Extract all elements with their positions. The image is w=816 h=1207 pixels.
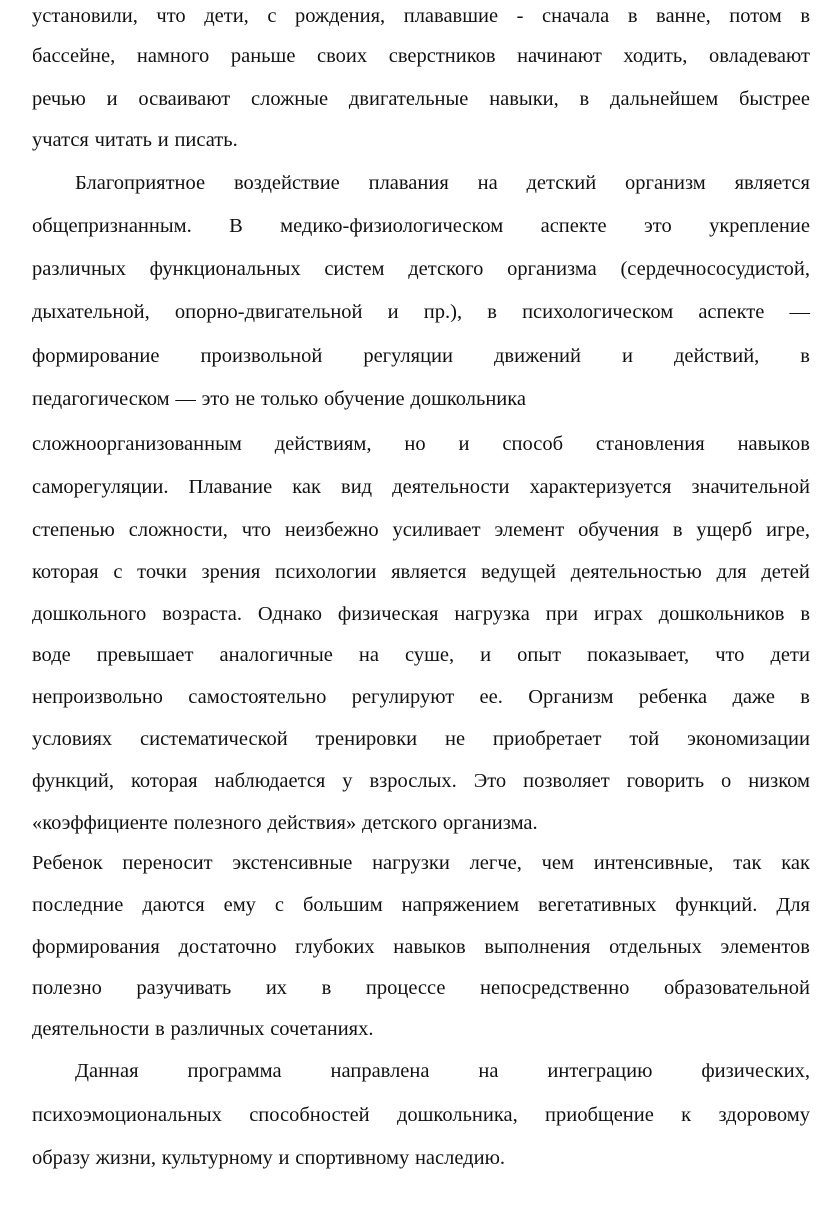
word: приобщение xyxy=(545,1104,654,1126)
word: дошкольника xyxy=(410,388,527,410)
text-line xyxy=(32,256,810,282)
text-line xyxy=(32,343,810,369)
word: нагрузка xyxy=(454,603,530,625)
word: ущерб xyxy=(696,519,753,541)
word: даже xyxy=(732,686,775,708)
word: позволяет xyxy=(523,770,610,792)
word: намного xyxy=(136,45,210,67)
word: приобретает xyxy=(492,728,602,750)
text-line xyxy=(32,1016,810,1042)
word: полезно xyxy=(32,977,102,999)
word: культурному xyxy=(161,1147,273,1169)
word: интенсивные, xyxy=(593,852,714,874)
word: точки xyxy=(137,561,187,583)
word: — xyxy=(789,301,810,323)
word: той xyxy=(629,728,660,750)
word: что xyxy=(156,5,186,27)
word: навыков xyxy=(737,433,810,455)
word: различных xyxy=(32,258,126,280)
text-line xyxy=(32,559,810,585)
word: показывает, xyxy=(587,644,690,666)
word: Это xyxy=(473,770,507,792)
word: не xyxy=(235,388,256,410)
word: с xyxy=(267,5,277,27)
word: их xyxy=(265,977,288,999)
word: большим xyxy=(302,894,383,916)
word: ему xyxy=(223,894,256,916)
word: детей xyxy=(761,561,810,583)
word: дети xyxy=(770,644,810,666)
word: является xyxy=(734,172,810,194)
text-line xyxy=(32,642,810,668)
word: ребенка xyxy=(638,686,708,708)
word: — xyxy=(175,388,196,410)
word: процессе xyxy=(365,977,446,999)
text-line xyxy=(32,86,810,112)
word: характеризуется xyxy=(529,476,672,498)
word: Плавание xyxy=(188,476,273,498)
word: полезного xyxy=(173,812,262,834)
word: так xyxy=(733,852,762,874)
text-line xyxy=(32,127,810,153)
word: о xyxy=(721,770,732,792)
word: степенью xyxy=(32,519,115,541)
word: и xyxy=(387,301,399,323)
word: саморегуляции. xyxy=(32,476,169,498)
word: деятельностью xyxy=(570,561,702,583)
word: двигательные xyxy=(348,88,469,110)
word: к xyxy=(681,1104,692,1126)
word: значительной xyxy=(691,476,810,498)
word: низком xyxy=(748,770,810,792)
word: «коэффициенте xyxy=(32,812,168,834)
word: плавания xyxy=(368,172,449,194)
word: действиям, xyxy=(274,433,372,455)
word: последние xyxy=(32,894,124,916)
word: только xyxy=(260,388,319,410)
word: и xyxy=(480,644,492,666)
word: не xyxy=(444,728,466,750)
text-line xyxy=(32,431,810,457)
word: направлена xyxy=(330,1060,430,1082)
word: напряжением xyxy=(401,894,520,916)
text-line xyxy=(32,386,810,412)
word: для xyxy=(716,561,747,583)
word: функций, xyxy=(32,770,114,792)
word: у xyxy=(342,770,353,792)
word: условиях xyxy=(32,728,113,750)
word: физическая xyxy=(337,603,439,625)
text-line xyxy=(32,684,810,710)
word: жизни, xyxy=(95,1147,156,1169)
word: учатся xyxy=(32,129,89,151)
word: дошкольного xyxy=(32,603,147,625)
word: элементов xyxy=(720,936,810,958)
word: с xyxy=(274,894,285,916)
text-line xyxy=(32,934,810,960)
word: отдельных xyxy=(609,936,702,958)
word: элемент xyxy=(494,519,565,541)
word: укрепление xyxy=(709,215,810,237)
word: деятельности xyxy=(392,476,510,498)
word: игре, xyxy=(766,519,810,541)
word: в xyxy=(672,519,683,541)
word: интеграцию xyxy=(547,1060,653,1082)
word: суше, xyxy=(405,644,455,666)
word: рождения, xyxy=(295,5,386,27)
word: бассейне, xyxy=(32,45,116,67)
word: действий, xyxy=(673,345,760,367)
word: чем xyxy=(541,852,574,874)
text-line xyxy=(32,1145,810,1171)
word: спортивному xyxy=(295,1147,410,1169)
word: и xyxy=(622,345,633,367)
word: регуляции xyxy=(363,345,453,367)
word: детского xyxy=(361,812,438,834)
word: дальнейшем xyxy=(610,88,719,110)
word: тренировки xyxy=(315,728,418,750)
word: общепризнанным. xyxy=(32,215,192,237)
word: разучивать xyxy=(136,977,232,999)
word: в xyxy=(155,1018,165,1040)
word: образовательной xyxy=(663,977,810,999)
word: возраста. xyxy=(162,603,242,625)
word: это xyxy=(201,388,230,410)
word: Организм xyxy=(528,686,614,708)
word: (сердечнососудистой, xyxy=(620,258,810,280)
text-line xyxy=(32,601,810,627)
word: становления xyxy=(595,433,705,455)
word: с xyxy=(113,561,123,583)
word: систем xyxy=(324,258,385,280)
word: функций. xyxy=(675,894,758,916)
word: программа xyxy=(187,1060,282,1082)
word: обучение xyxy=(324,388,405,410)
word: достаточно xyxy=(178,936,277,958)
word: в xyxy=(579,88,590,110)
word: регулируют xyxy=(351,686,455,708)
word: экстенсивные xyxy=(232,852,353,874)
word: образу xyxy=(32,1147,90,1169)
text-line xyxy=(32,892,810,918)
word: на xyxy=(358,644,379,666)
word: аспекте xyxy=(698,301,765,323)
word: овладевают xyxy=(708,45,810,67)
word: детский xyxy=(526,172,597,194)
word: которая xyxy=(130,770,198,792)
word: но xyxy=(404,433,426,455)
word: произвольной xyxy=(200,345,323,367)
word: различных xyxy=(170,1018,265,1040)
word: В xyxy=(229,215,243,237)
word: и xyxy=(458,433,470,455)
word: это xyxy=(643,215,672,237)
word: детского xyxy=(408,258,484,280)
word: раньше xyxy=(230,45,296,67)
word: психоэмоциональных xyxy=(32,1104,222,1126)
word: говорить xyxy=(626,770,705,792)
word: дыхательной, xyxy=(32,301,150,323)
word: экономизации xyxy=(687,728,810,750)
word: сочетаниях. xyxy=(270,1018,374,1040)
word: систематической xyxy=(140,728,288,750)
text-line xyxy=(32,975,810,1001)
word: организма xyxy=(507,258,597,280)
word: действия» xyxy=(267,812,357,834)
word: что xyxy=(241,519,271,541)
word: организма. xyxy=(442,812,538,834)
word: как xyxy=(292,476,321,498)
word: и xyxy=(278,1147,290,1169)
word: плававшие xyxy=(403,5,499,27)
text-line xyxy=(32,850,810,876)
word: самостоятельно xyxy=(188,686,327,708)
word: пр.), xyxy=(423,301,463,323)
word: усиливает xyxy=(392,519,481,541)
word: переносит xyxy=(122,852,213,874)
word: в xyxy=(487,301,497,323)
word: сверстников xyxy=(388,45,496,67)
word: ходить, xyxy=(623,45,688,67)
word: обучения xyxy=(578,519,659,541)
word: ванне, xyxy=(656,5,711,27)
word: что xyxy=(715,644,745,666)
word: психологическом xyxy=(522,301,674,323)
word: движений xyxy=(494,345,581,367)
word: Благоприятное xyxy=(75,172,206,194)
word: легче, xyxy=(469,852,522,874)
word: взрослых. xyxy=(369,770,457,792)
word: психологии xyxy=(275,561,377,583)
word: в xyxy=(800,5,810,27)
word: в xyxy=(627,5,638,27)
text-line xyxy=(75,1058,810,1084)
text-line xyxy=(75,170,810,196)
word: - xyxy=(516,5,524,27)
word: непосредственно xyxy=(480,977,630,999)
word: навыков xyxy=(393,936,466,958)
text-line xyxy=(32,1102,810,1128)
word: при xyxy=(545,603,578,625)
word: превышает xyxy=(96,644,194,666)
word: формирование xyxy=(32,345,160,367)
word: опыт xyxy=(517,644,562,666)
word: вегетативных xyxy=(538,894,657,916)
word: даются xyxy=(142,894,205,916)
word: нагрузки xyxy=(372,852,450,874)
word: является xyxy=(391,561,467,583)
word: медико-физиологическом xyxy=(280,215,504,237)
word: ее. xyxy=(479,686,503,708)
word: наблюдается xyxy=(214,770,326,792)
word: формирования xyxy=(32,936,160,958)
word: здоровому xyxy=(718,1104,810,1126)
text-line xyxy=(32,726,810,752)
text-line xyxy=(32,517,810,543)
word: сложности, xyxy=(128,519,228,541)
word: деятельности xyxy=(32,1018,150,1040)
word: выполнения xyxy=(484,936,591,958)
word: в xyxy=(800,603,810,625)
word: дети, xyxy=(204,5,249,27)
word: в xyxy=(800,345,810,367)
word: писать. xyxy=(174,129,238,151)
word: Однако xyxy=(257,603,323,625)
word: организм xyxy=(625,172,706,194)
text-line xyxy=(32,810,810,836)
word: осваивают xyxy=(138,88,231,110)
word: играх xyxy=(593,603,643,625)
word: установили, xyxy=(32,5,138,27)
word: аналогичные xyxy=(219,644,333,666)
text-line xyxy=(32,474,810,500)
word: опорно-двигательной xyxy=(174,301,363,323)
word: способ xyxy=(502,433,564,455)
word: дошкольников xyxy=(658,603,785,625)
word: Для xyxy=(776,894,810,916)
word: воде xyxy=(32,644,71,666)
word: непроизвольно xyxy=(32,686,163,708)
text-line xyxy=(32,213,810,239)
word: воздействие xyxy=(233,172,340,194)
word: навыки, xyxy=(489,88,559,110)
text-line xyxy=(32,299,810,325)
word: быстрее xyxy=(738,88,810,110)
word: аспекте xyxy=(540,215,607,237)
word: Ребенок xyxy=(32,852,103,874)
word: вид xyxy=(341,476,373,498)
text-line xyxy=(32,768,810,794)
text-line xyxy=(32,3,810,29)
word: сложноорганизованным xyxy=(32,433,242,455)
word: функциональных xyxy=(149,258,301,280)
word: в xyxy=(321,977,332,999)
word: способностей xyxy=(249,1104,370,1126)
word: которая xyxy=(32,561,99,583)
word: физических, xyxy=(701,1060,810,1082)
word: на xyxy=(477,172,498,194)
word: речью xyxy=(32,88,86,110)
word: начинают xyxy=(517,45,602,67)
word: наследию. xyxy=(414,1147,506,1169)
word: неизбежно xyxy=(284,519,379,541)
word: и xyxy=(106,88,118,110)
word: сначала xyxy=(542,5,610,27)
word: на xyxy=(478,1060,499,1082)
word: в xyxy=(800,686,810,708)
word: глубоких xyxy=(295,936,375,958)
text-line xyxy=(32,43,810,69)
word: читать xyxy=(94,129,152,151)
word: дошкольника, xyxy=(396,1104,518,1126)
word: Данная xyxy=(75,1060,139,1082)
word: своих xyxy=(317,45,368,67)
word: зрения xyxy=(201,561,261,583)
word: ведущей xyxy=(481,561,557,583)
word: потом xyxy=(729,5,782,27)
word: педагогическом xyxy=(32,388,170,410)
word: и xyxy=(157,129,169,151)
word: как xyxy=(781,852,810,874)
word: сложные xyxy=(251,88,329,110)
